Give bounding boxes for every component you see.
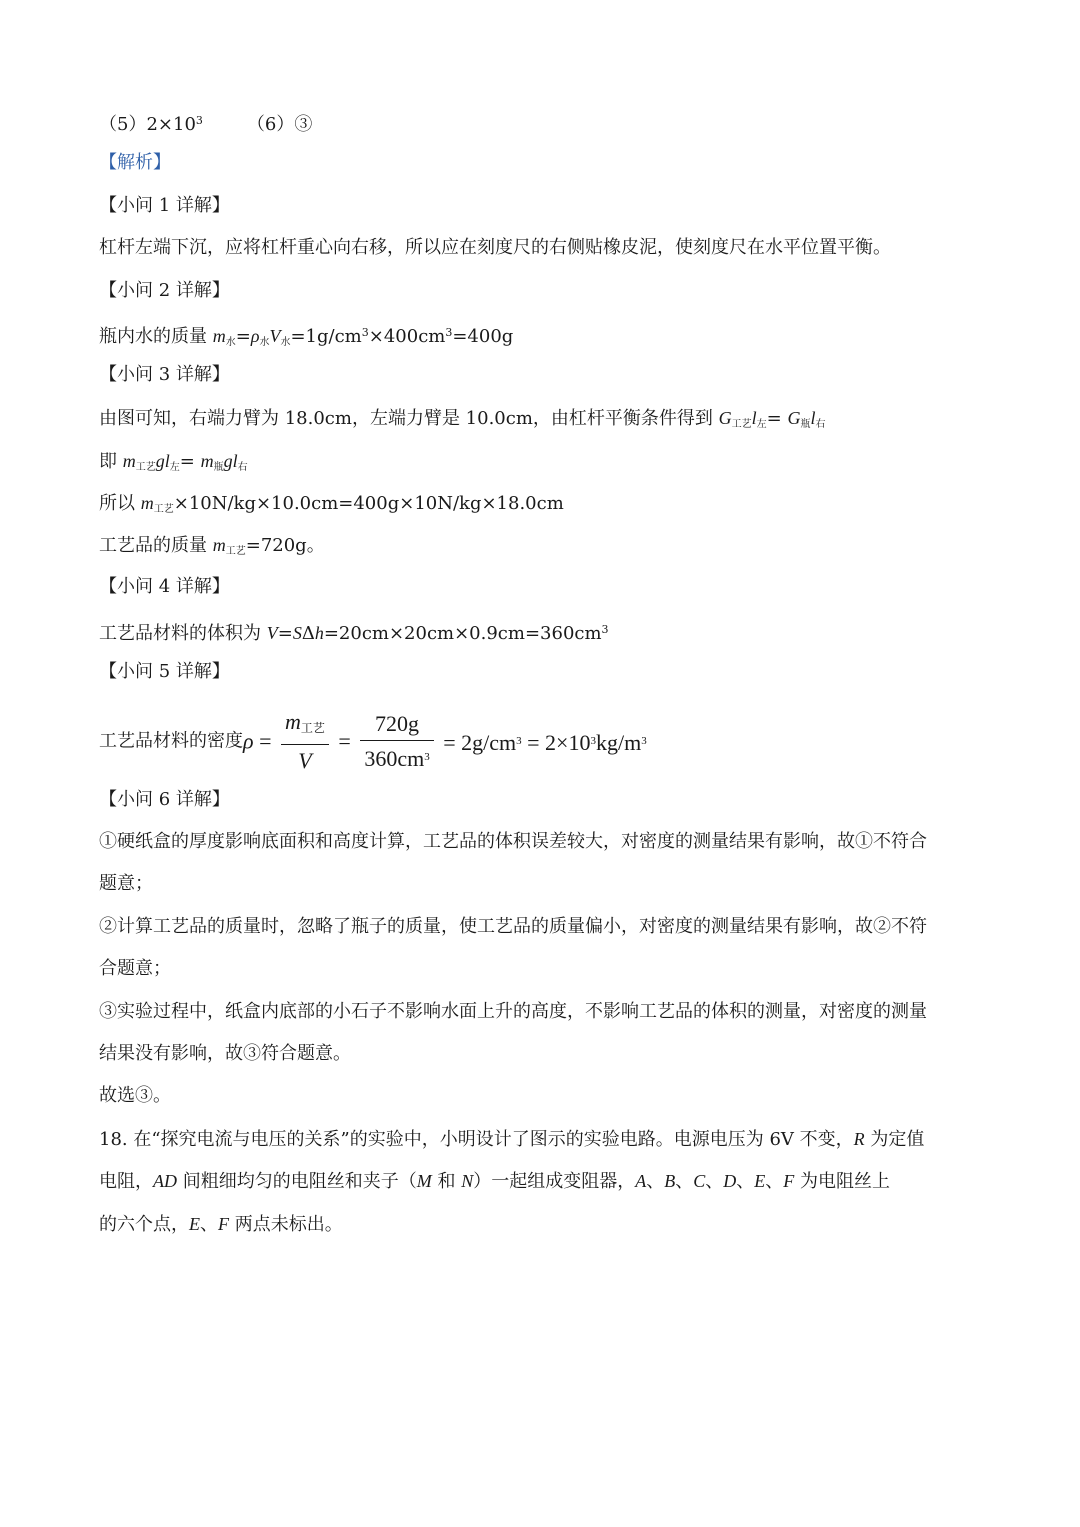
q6-p1-line-2: 题意； [99,873,153,894]
q6-p1-line-1: ①硬纸盒的厚度影响底面积和高度计算，工艺品的体积误差较大，对密度的测量结果有影响，故①不符合 [99,831,927,852]
q6-heading: 【小问 6 详解】 [99,789,230,810]
q3-line-2: 即 $m_{工艺}gl_左= m_瓶gl_右$ [99,451,248,473]
answer-6-value: ③ [294,114,313,135]
q6-p3-line-1: ③实验过程中，纸盒内底部的小石子不影响水面上升的高度，不影响工艺品的体积的测量，对密度的测量 [99,1001,927,1022]
answer-5-label: （5） [99,114,147,135]
q3-line-3: 所以 $m_{工艺}\times 10N/kg\times 10.0cm=400g\times 10N/kg\times 18.0cm$ [99,493,564,515]
q3-line-4: 工艺品的质量 $m_{工艺}=720g$。 [99,535,325,557]
q2-text: 瓶内水的质量 $m_水=\rho_水V_水=1g/cm^3\times 400cm^3=400g$ [99,326,514,348]
fraction-m-over-v: $\frac{m_{工艺}}{V}$ [281,708,329,775]
q18-line-3: 的六个点，E、F 两点未标出。 [99,1214,343,1235]
q6-p3-line-2: 结果没有影响，故③符合题意。 [99,1043,351,1064]
q3-heading: 【小问 3 详解】 [99,364,230,385]
q6-p2-line-2: 合题意； [99,958,171,979]
q2-heading: 【小问 2 详解】 [99,280,230,301]
q18-line-2: 电阻，AD 间粗细均匀的电阻丝和夹子（M 和 N）一起组成变阻器，A、B、C、D、E、F 为电阻丝上 [99,1171,890,1192]
answer-5-exponent: 3 [195,114,203,127]
q4-text: 工艺品材料的体积为 $V=S\Delta h=20cm\times 20cm\times 0.9cm=360cm^3$ [99,623,609,644]
answer-5-value: 2×10 [146,114,196,135]
q6-conclusion: 故选③。 [99,1085,171,1106]
analysis-heading: 【解析】 [99,152,171,173]
q18-line-1: 18. 在“探究电流与电压的关系”的实验中，小明设计了图示的实验电路。电源电压为 6V 不变，R 为定值 [99,1129,925,1150]
q3-line-1: 由图可知，右端力臂为 18.0cm，左端力臂是 10.0cm，由杠杆平衡条件得到 $G_{工艺}l_左= G_瓶l_右$ [99,408,826,430]
q4-heading: 【小问 4 详解】 [99,576,230,597]
q5-formula: 工艺品材料的密度ρ = $\frac{m_{工艺}}{V}$ = $\frac{720g}{360cm^3}$ = $2g/cm^3 = 2\times 10^3kg/m^3$ [99,709,647,773]
answers-line [99,108,312,138]
q6-p2-line-1: ②计算工艺品的质量时，忽略了瓶子的质量，使工艺品的质量偏小，对密度的测量结果有影响，故②不符 [99,916,927,937]
fraction-values: $\frac{720g}{360cm^3}$ [360,710,433,773]
answer-6-label: （6） [246,114,295,135]
q1-text: 杠杆左端下沉，应将杠杆重心向右移，所以应在刻度尺的右侧贴橡皮泥，使刻度尺在水平位置平衡。 [99,237,891,258]
q1-heading: 【小问 1 详解】 [99,195,230,216]
q5-heading: 【小问 5 详解】 [99,661,230,682]
